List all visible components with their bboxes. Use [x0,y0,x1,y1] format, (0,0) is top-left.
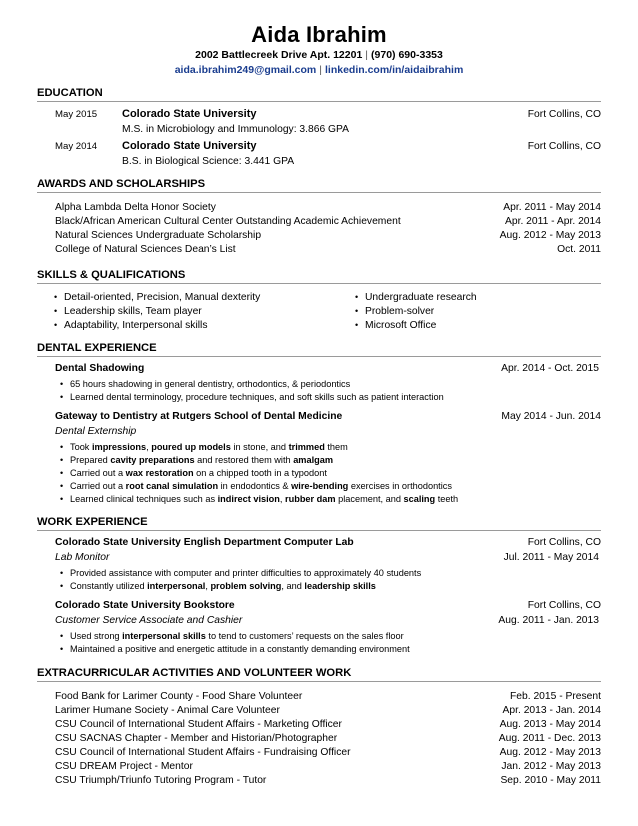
activity-name: Food Bank for Larimer County - Food Share Volunteer [55,691,303,702]
bullet-item: • Prepared cavity preparations and restored them with amalgam [70,455,333,465]
education-school: Colorado State University [122,140,257,152]
activity-date: Apr. 2013 - Jan. 2014 [502,705,601,716]
activity-date: Aug. 2012 - May 2013 [499,747,601,758]
job-title: Colorado State University Bookstore [55,600,235,611]
activity-date: Aug. 2011 - Dec. 2013 [498,733,601,744]
award-row [55,202,601,213]
award-name: Natural Sciences Undergraduate Scholarship [55,230,262,241]
linkedin-link[interactable]: linkedin.com/in/aidaibrahim [325,64,464,76]
dental-heading: DENTAL EXPERIENCE [37,342,601,357]
education-location: Fort Collins, CO [527,141,601,152]
job-location: Fort Collins, CO [527,537,601,548]
skill-item: • Microsoft Office [365,320,436,331]
bullet-item: • Took impressions, poured up models in stone, and trimmed them [70,442,348,452]
awards-heading: AWARDS AND SCHOLARSHIPS [37,178,601,193]
skill-item: • Leadership skills, Team player [64,306,202,317]
bullet-item: • Provided assistance with computer and printer difficulties to approximately 40 students [70,568,421,578]
activity-date: Feb. 2015 - Present [509,691,601,702]
activity-name: Larimer Humane Society - Animal Care Volunteer [55,705,280,716]
activity-date: Jan. 2012 - May 2013 [501,761,601,772]
award-date: Apr. 2011 - May 2014 [503,202,601,213]
award-name: College of Natural Sciences Dean’s List [55,244,236,255]
bullet-item: • Learned dental terminology, procedure techniques, and soft skills such as patient interaction [70,392,444,402]
skill-item: • Detail-oriented, Precision, Manual dexterity [64,292,260,303]
bullet-item: • Carried out a wax restoration on a chipped tooth in a typodont [70,468,327,478]
award-name: Black/African American Cultural Center Outstanding Academic Achievement [55,216,401,227]
job-title: Dental Shadowing [55,363,145,374]
skill-item: • Problem-solver [365,306,434,317]
activity-row [55,705,601,716]
award-row [55,216,601,227]
skill-item: • Undergraduate research [365,292,477,303]
job-title: Colorado State University English Department Computer Lab [55,537,354,548]
skill-item: • Adaptability, Interpersonal skills [64,320,207,331]
activity-name: CSU Council of International Student Affairs - Marketing Officer [55,719,342,730]
job-role: Lab Monitor [55,552,110,563]
bullet-item: • Constantly utilized interpersonal, problem solving, and leadership skills [70,581,376,591]
award-row [55,244,601,255]
activity-row [55,691,601,702]
bullet-item: • Used strong interpersonal skills to tend to customers’ requests on the sales floor [70,631,404,641]
separator: | [319,64,322,76]
job-date: Aug. 2011 - Jan. 2013 [498,615,599,626]
contact-line-1 [0,49,638,61]
activity-date: Sep. 2010 - May 2011 [500,775,601,786]
bullet-item: • Maintained a positive and energetic attitude in a constantly demanding environment [70,644,410,654]
phone: (970) 690-3353 [371,49,443,61]
skills-heading: SKILLS & QUALIFICATIONS [37,269,601,284]
award-date: Apr. 2011 - Apr. 2014 [505,216,601,227]
work-heading: WORK EXPERIENCE [37,516,601,531]
activity-row [55,747,601,758]
job-role: Dental Externship [55,426,137,437]
education-date: May 2014 [55,141,98,152]
separator: | [365,49,369,61]
job-date: Apr. 2014 - Oct. 2015 [501,363,599,374]
candidate-name: Aida Ibrahim [251,22,387,47]
activity-name: CSU Triumph/Triunfo Tutoring Program - Tutor [55,775,267,786]
activity-row [55,733,601,744]
job-date: Jul. 2011 - May 2014 [503,552,599,563]
education-heading: EDUCATION [37,87,601,102]
award-name: Alpha Lambda Delta Honor Society [55,202,216,213]
bullet-item: • 65 hours shadowing in general dentistry, orthodontics, & periodontics [70,379,350,389]
bullet-item: • Learned clinical techniques such as indirect vision, rubber dam placement, and scaling teeth [70,494,458,504]
award-date: Oct. 2011 [557,244,601,255]
contact-line-2 [0,64,638,76]
education-location: Fort Collins, CO [527,109,601,120]
job-location: Fort Collins, CO [527,600,601,611]
extracurricular-heading: EXTRACURRICULAR ACTIVITIES AND VOLUNTEER WORK [37,667,601,682]
activity-row [55,719,601,730]
award-date: Aug. 2012 - May 2013 [499,230,601,241]
activity-date: Aug. 2013 - May 2014 [499,719,601,730]
award-row [55,230,601,241]
job-role: Customer Service Associate and Cashier [55,615,243,626]
education-date: May 2015 [55,109,98,120]
education-degree: B.S. in Biological Science: 3.441 GPA [122,156,295,167]
education-school: Colorado State University [122,108,257,120]
bullet-item: • Carried out a root canal simulation in endodontics & wire-bending exercises in orthodontics [70,481,452,491]
email-link[interactable]: aida.ibrahim249@gmail.com [174,64,317,76]
education-degree: M.S. in Microbiology and Immunology: 3.866 GPA [122,124,350,135]
address: 2002 Battlecreek Drive Apt. 12201 [195,49,363,61]
job-title: Gateway to Dentistry at Rutgers School of Dental Medicine [55,411,343,422]
activity-name: CSU Council of International Student Affairs - Fundraising Officer [55,747,351,758]
activity-row [55,775,601,786]
job-date: May 2014 - Jun. 2014 [501,411,601,422]
activity-row [55,761,601,772]
activity-name: CSU DREAM Project - Mentor [55,761,193,772]
activity-name: CSU SACNAS Chapter - Member and Historian/Photographer [55,733,338,744]
